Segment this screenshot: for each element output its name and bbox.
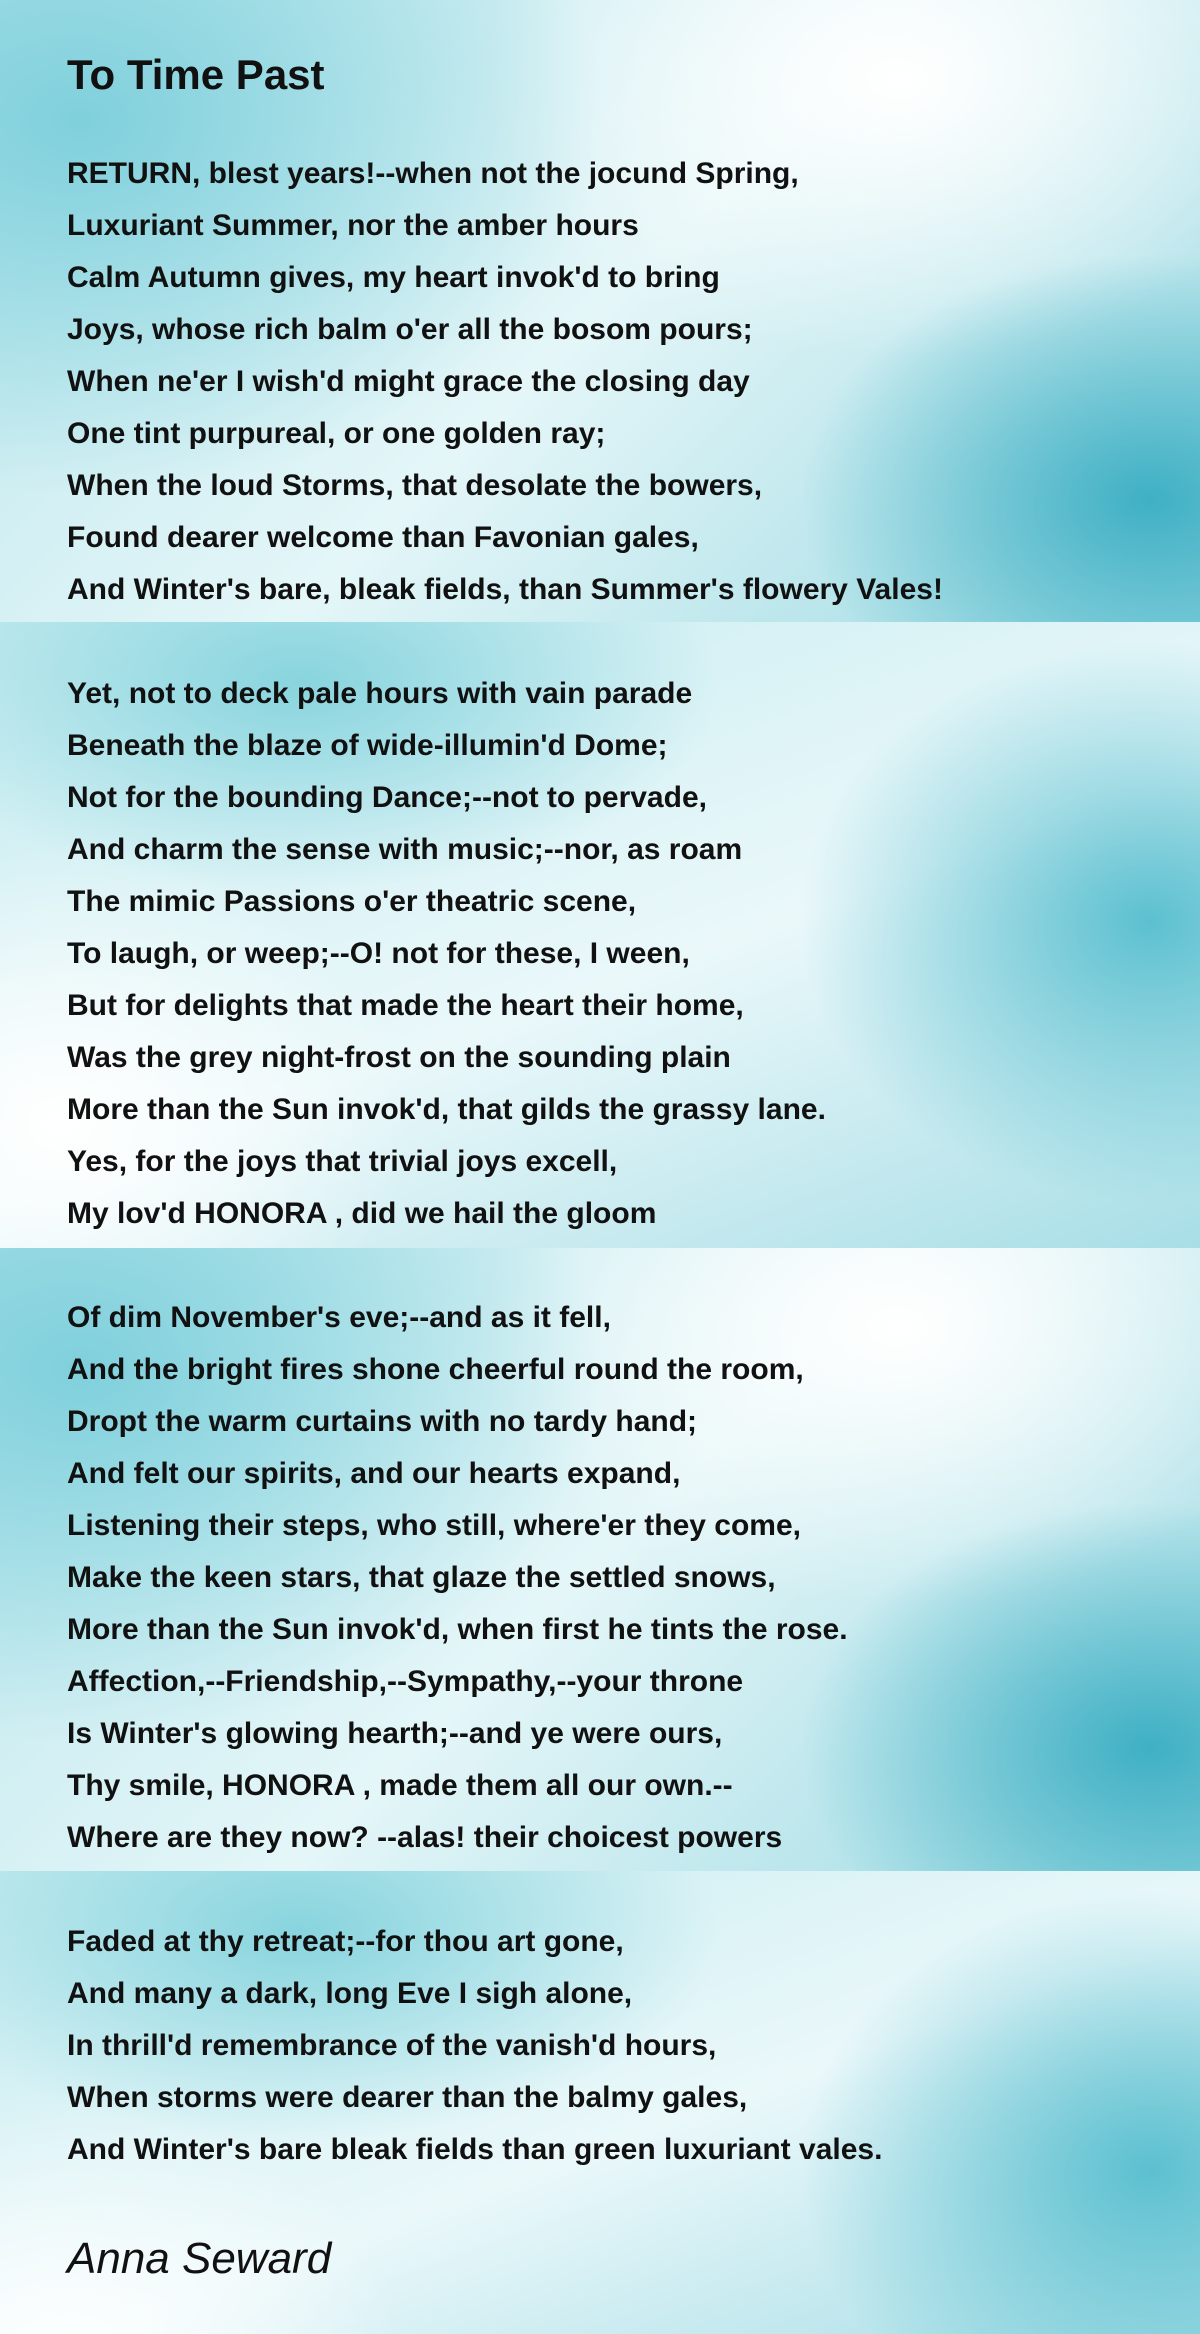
poem-title: To Time Past bbox=[67, 51, 325, 98]
stanza-3 bbox=[67, 1292, 848, 1864]
poem-line: To laugh, or weep;--O! not for these, I ween, bbox=[67, 937, 690, 970]
poem-panel-1 bbox=[0, 0, 1200, 622]
poem-line: The mimic Passions o'er theatric scene, bbox=[67, 885, 637, 918]
poem-line: Calm Autumn gives, my heart invok'd to bring bbox=[67, 261, 720, 294]
poem-line: And Winter's bare, bleak fields, than Summer's flowery Vales! bbox=[67, 573, 943, 606]
poem-panel-3 bbox=[0, 1248, 1200, 1871]
poem-line: When storms were dearer than the balmy gales, bbox=[67, 2081, 748, 2114]
poem-line: Beneath the blaze of wide-illumin'd Dome; bbox=[67, 729, 668, 762]
poem-line: But for delights that made the heart their home, bbox=[67, 989, 744, 1022]
poem-line: When the loud Storms, that desolate the bowers, bbox=[67, 469, 763, 502]
poem-line: And Winter's bare bleak fields than green luxuriant vales. bbox=[67, 2133, 883, 2166]
poem-line: More than the Sun invok'd, when first he tints the rose. bbox=[67, 1613, 848, 1646]
poem-line: Thy smile, HONORA , made them all our own.-- bbox=[67, 1769, 733, 1802]
poem-line: Joys, whose rich balm o'er all the bosom pours; bbox=[67, 313, 753, 346]
poem-panel-2 bbox=[0, 622, 1200, 1248]
poem-line: In thrill'd remembrance of the vanish'd hours, bbox=[67, 2029, 717, 2062]
poem-line: Is Winter's glowing hearth;--and ye were ours, bbox=[67, 1717, 723, 1750]
poem-line: Make the keen stars, that glaze the settled snows, bbox=[67, 1561, 776, 1594]
poem-line: And felt our spirits, and our hearts expand, bbox=[67, 1457, 681, 1490]
poem-line: Not for the bounding Dance;--not to pervade, bbox=[67, 781, 707, 814]
poem-line: One tint purpureal, or one golden ray; bbox=[67, 417, 606, 450]
poem-line: Yes, for the joys that trivial joys excell, bbox=[67, 1145, 618, 1178]
poem-line: My lov'd HONORA , did we hail the gloom bbox=[67, 1197, 657, 1230]
stanza-2 bbox=[67, 668, 826, 1240]
poem-line: Where are they now? --alas! their choicest powers bbox=[67, 1821, 783, 1854]
poem-line: Faded at thy retreat;--for thou art gone, bbox=[67, 1925, 624, 1958]
stanza-1 bbox=[67, 148, 943, 616]
poem-line: Found dearer welcome than Favonian gales, bbox=[67, 521, 699, 554]
poem-author: Anna Seward bbox=[67, 2234, 332, 2283]
poem-line: And the bright fires shone cheerful round the room, bbox=[67, 1353, 804, 1386]
poem-line: Was the grey night-frost on the sounding plain bbox=[67, 1041, 731, 1074]
stanza-4 bbox=[67, 1916, 882, 2176]
poem-line: Dropt the warm curtains with no tardy hand; bbox=[67, 1405, 698, 1438]
poem-line: Listening their steps, who still, where'er they come, bbox=[67, 1509, 801, 1542]
poem-line: Yet, not to deck pale hours with vain parade bbox=[67, 677, 693, 710]
poem-line: And charm the sense with music;--nor, as roam bbox=[67, 833, 743, 866]
poem-line: And many a dark, long Eve I sigh alone, bbox=[67, 1977, 633, 2010]
poem-panel-4 bbox=[0, 1871, 1200, 2334]
poem-line: Luxuriant Summer, nor the amber hours bbox=[67, 209, 639, 242]
poem-line: Affection,--Friendship,--Sympathy,--your throne bbox=[67, 1665, 744, 1698]
poem-line: Of dim November's eve;--and as it fell, bbox=[67, 1301, 611, 1334]
poem-line: RETURN, blest years!--when not the jocund Spring, bbox=[67, 157, 799, 190]
poem-line: When ne'er I wish'd might grace the closing day bbox=[67, 365, 750, 398]
poem-line: More than the Sun invok'd, that gilds the grassy lane. bbox=[67, 1093, 826, 1126]
